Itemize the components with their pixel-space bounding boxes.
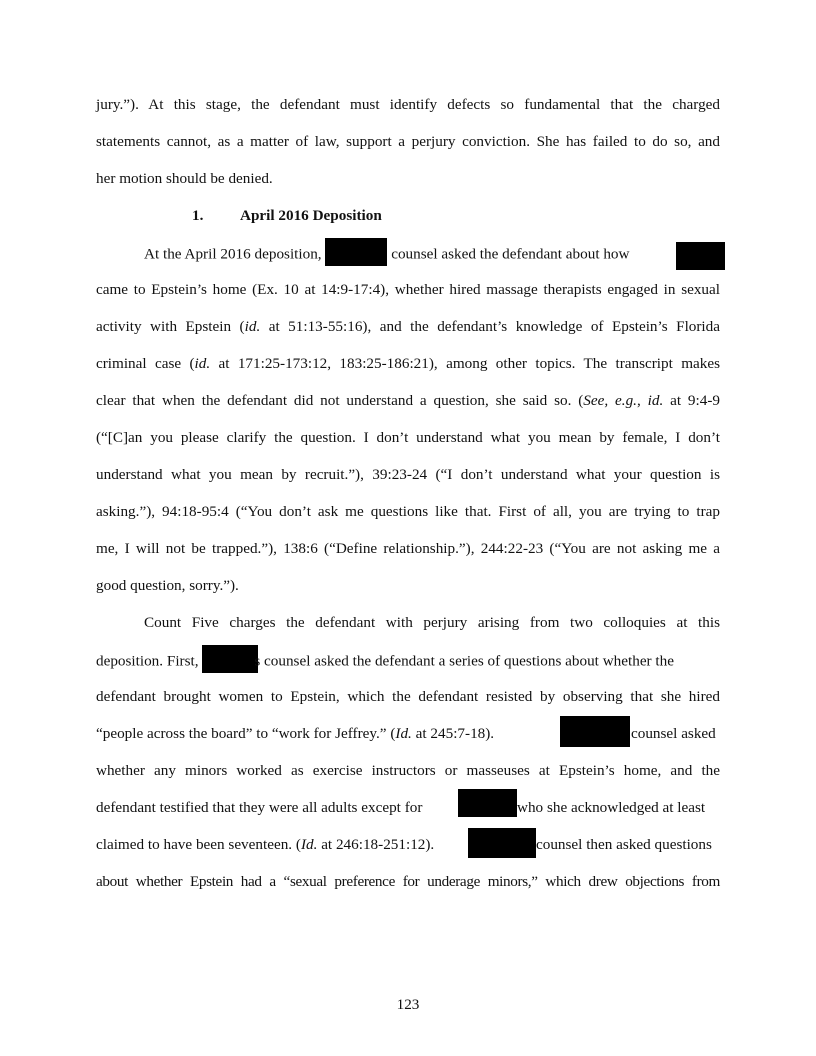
text: “people across the board” to “work for Jeffrey.” ( [96, 725, 396, 742]
redaction-box [468, 828, 536, 858]
text: claimed to have been seventeen. ( [96, 836, 301, 853]
redaction-box [202, 645, 258, 673]
text: activity with Epstein ( [96, 318, 245, 335]
text: at 9:4-9 [663, 392, 720, 409]
text: deposition. First, [96, 652, 199, 670]
p2-line-4 [96, 355, 720, 373]
redaction-box [325, 238, 387, 266]
section-title: April 2016 Deposition [240, 207, 382, 224]
text: defendant testified that they were all adults except for [96, 799, 423, 816]
p2-line-10: good question, sorry.”). [96, 577, 239, 594]
p3-line-7 [96, 836, 720, 854]
page-number: 123 [396, 996, 420, 1013]
p3-line-8: about whether Epstein had a “sexual preference for underage minors,” which drew objections from [96, 873, 720, 890]
redaction-box [458, 789, 517, 817]
p2-line-2: came to Epstein’s home (Ex. 10 at 14:9-17:4), whether hired massage therapists engaged in sexual [96, 281, 720, 298]
redaction-box [560, 716, 630, 747]
p2-line-1 [96, 244, 725, 266]
p2-line-9: me, I will not be trapped.”), 138:6 (“Define relationship.”), 244:22-23 (“You are not asking me a [96, 540, 720, 557]
p3-line-2 [96, 651, 720, 673]
redaction-box [676, 242, 725, 270]
text: s counsel asked the defendant a series of questions about whether the [254, 652, 674, 670]
text: counsel asked [631, 725, 716, 742]
p3-line-1: Count Five charges the defendant with perjury arising from two colloquies at this [144, 614, 720, 631]
citation: id. [244, 318, 261, 335]
text: at 246:18-251:12). [317, 836, 435, 853]
p3-line-4 [96, 725, 720, 743]
text: , [636, 392, 648, 409]
section-number: 1. [192, 207, 204, 224]
text: at 171:25-173:12, 183:25-186:21), among other topics. The transcript makes [210, 355, 721, 372]
citation: Id. [300, 836, 318, 853]
p3-line-3: defendant brought women to Epstein, which the defendant resisted by observing that she hired [96, 688, 720, 705]
text: who she acknowledged at least [517, 799, 706, 816]
p3-line-6 [96, 799, 720, 817]
p2-line-3 [96, 318, 720, 336]
p2-line-6: (“[C]an you please clarify the question. I don’t understand what you mean by female, I don’t [96, 429, 720, 446]
text: criminal case ( [96, 355, 195, 372]
p2-line-1-text-a: At the April 2016 deposition, [144, 245, 322, 263]
text: clear that when the defendant did not understand a question, she said so. ( [96, 392, 584, 409]
citation: Id. [395, 725, 412, 742]
text: at 245:7-18). [411, 725, 495, 742]
p2-line-8: asking.”), 94:18-95:4 (“You don’t ask me questions like that. First of all, you are trying to trap [96, 503, 720, 520]
citation: id. [194, 355, 211, 372]
text: at 51:13-55:16), and the defendant’s knowledge of Epstein’s Florida [260, 318, 720, 335]
p1-line-1: jury.”). At this stage, the defendant must identify defects so fundamental that the charged [96, 96, 720, 113]
p2-line-7: understand what you mean by recruit.”), 39:23-24 (“I don’t understand what your question is [96, 466, 720, 483]
citation: id. [647, 392, 664, 409]
p2-line-5 [96, 392, 720, 410]
p2-line-1-text-b: counsel asked the defendant about how [391, 245, 630, 263]
text: counsel then asked questions [536, 836, 712, 853]
p1-line-2: statements cannot, as a matter of law, support a perjury conviction. She has failed to do so, and [96, 133, 720, 150]
p3-line-5: whether any minors worked as exercise instructors or masseuses at Epstein’s home, and the [96, 762, 720, 779]
citation: See, e.g. [583, 392, 637, 409]
section-heading [192, 207, 382, 225]
p1-line-3: her motion should be denied. [96, 170, 273, 187]
